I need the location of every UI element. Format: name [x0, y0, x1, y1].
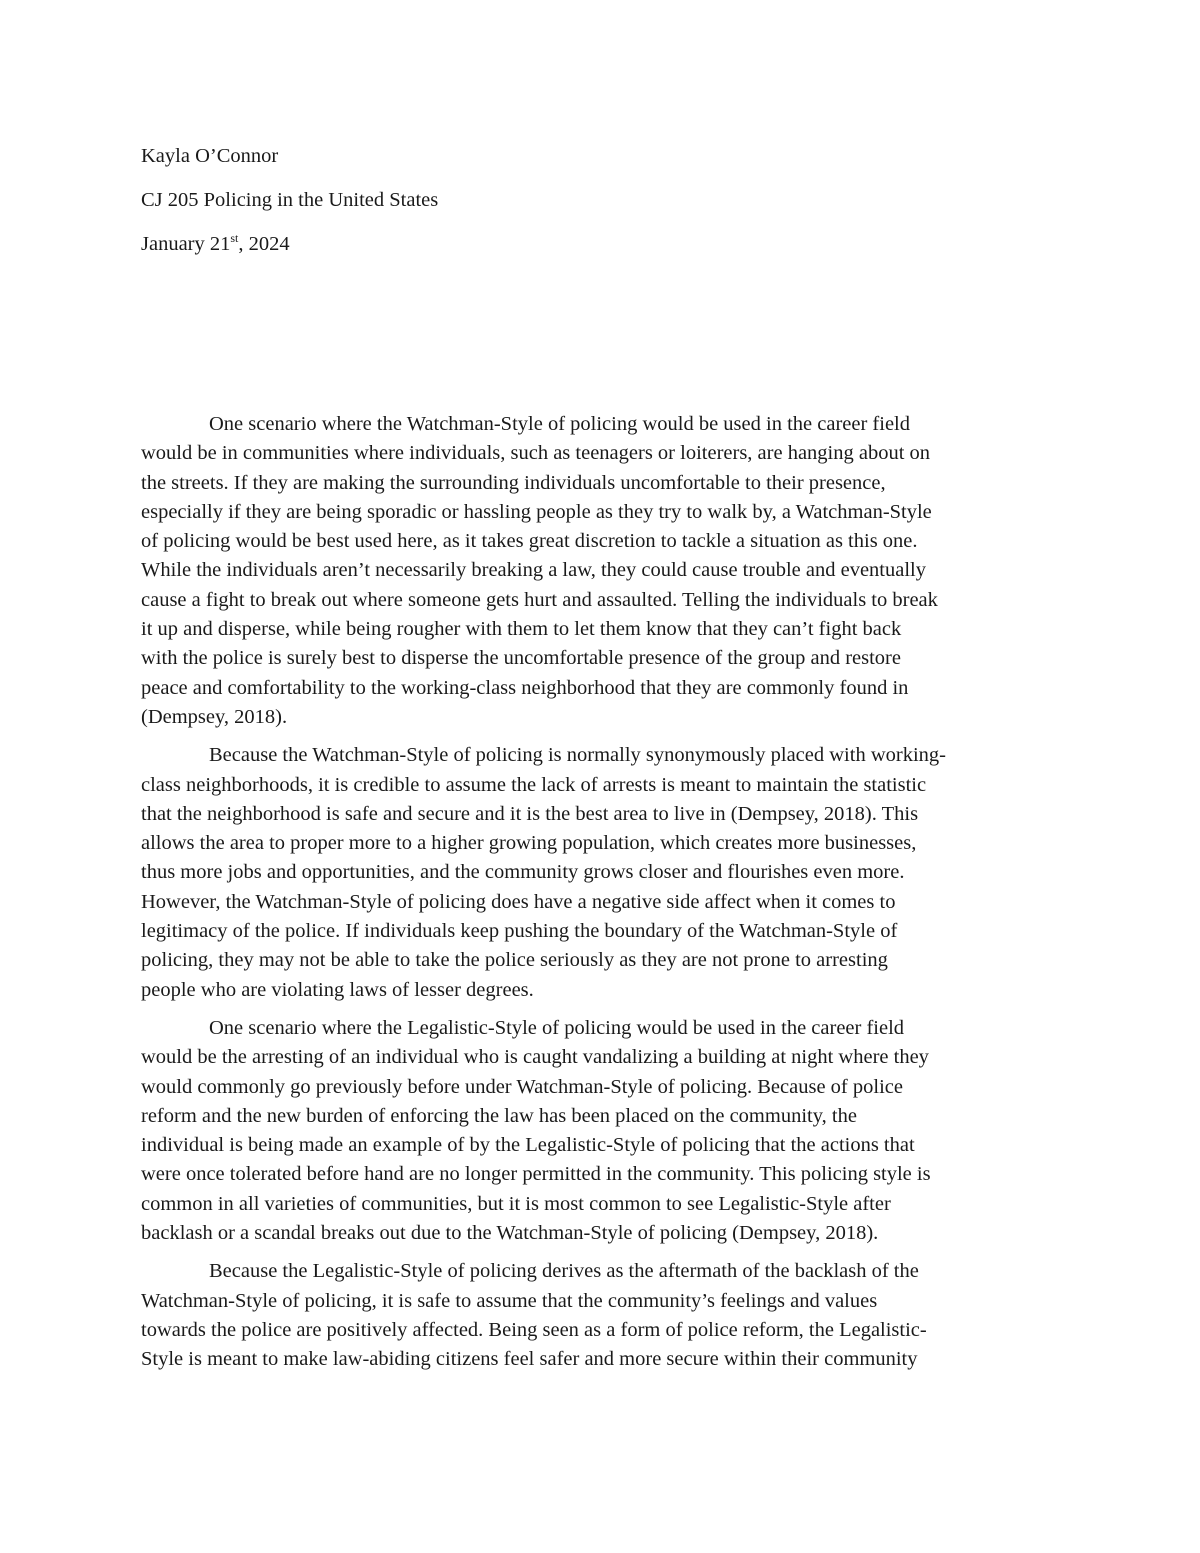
paragraph-line: One scenario where the Watchman-Style of policing would be used in the career field: [209, 413, 910, 435]
paragraph-line: it up and disperse, while being rougher with them to let them know that they can’t fight back: [141, 618, 902, 641]
paragraph-line: cause a fight to break out where someone gets hurt and assaulted. Telling the individuals to break: [141, 588, 938, 611]
paragraph-line: (Dempsey, 2018).: [141, 705, 288, 728]
paragraph-line: with the police is surely best to disperse the uncomfortable presence of the group and restore: [141, 647, 901, 670]
paragraph-line: backlash or a scandal breaks out due to the Watchman-Style of policing (Dempsey, 2018).: [141, 1222, 879, 1245]
document-date: [141, 229, 1061, 259]
paragraph-watchman-scenario: [141, 410, 1061, 732]
paragraph-line: especially if they are being sporadic or hassling people as they try to walk by, a Watchman-Style: [141, 500, 932, 523]
date-year: , 2024: [238, 233, 290, 255]
paragraph-line: However, the Watchman-Style of policing does have a negative side affect when it comes to: [141, 890, 896, 913]
paragraph-line: towards the police are positively affected. Being seen as a form of police reform, the Legalistic-: [141, 1318, 927, 1341]
paragraph-line: While the individuals aren’t necessarily breaking a law, they could cause trouble and eventually: [141, 559, 926, 582]
paragraph-watchman-effects: [141, 741, 1061, 1005]
paragraph-line: individual is being made an example of by the Legalistic-Style of policing that the actions that: [141, 1134, 915, 1157]
paragraph-line: Watchman-Style of policing, it is safe to assume that the community’s feelings and values: [141, 1289, 878, 1312]
date-ordinal-suffix: st: [230, 231, 239, 246]
document-body: [141, 410, 1061, 1384]
paragraph-legalistic-effects: [141, 1257, 1061, 1374]
paragraph-line: Because the Watchman-Style of policing is normally synonymously placed with working-: [209, 744, 946, 767]
document-header: [141, 141, 1061, 273]
course-title: CJ 205 Policing in the United States: [141, 189, 439, 211]
paragraph-line: of policing would be best used here, as it takes great discretion to tackle a situation as this one.: [141, 530, 918, 553]
paragraph-line: would be in communities where individuals, such as teenagers or loiterers, are hanging about on: [141, 442, 931, 465]
paragraph-line: that the neighborhood is safe and secure and it is the best area to live in (Dempsey, 2018). This: [141, 802, 919, 825]
paragraph-line: class neighborhoods, it is credible to assume the lack of arrests is meant to maintain the statistic: [141, 773, 927, 796]
paragraph-line: legitimacy of the police. If individuals keep pushing the boundary of the Watchman-Style of: [141, 920, 898, 943]
paragraph-line: thus more jobs and opportunities, and the community grows closer and flourishes even more.: [141, 861, 905, 884]
paragraph-line: people who are violating laws of lesser degrees.: [141, 978, 534, 1001]
paragraph-line: Because the Legalistic-Style of policing derives as the aftermath of the backlash of the: [209, 1260, 919, 1283]
paragraph-line: policing, they may not be able to take the police seriously as they are not prone to arresting: [141, 949, 888, 972]
paragraph-legalistic-scenario: [141, 1014, 1061, 1248]
author-name: Kayla O’Connor: [141, 145, 279, 167]
paragraph-line: reform and the new burden of enforcing the law has been placed on the community, the: [141, 1104, 857, 1127]
paragraph-line: peace and comfortability to the working-class neighborhood that they are commonly found in: [141, 676, 909, 699]
paragraph-line: common in all varieties of communities, but it is most common to see Legalistic-Style after: [141, 1192, 891, 1215]
date-month-day: January 21: [141, 233, 231, 255]
paragraph-line: allows the area to proper more to a higher growing population, which creates more businesses,: [141, 832, 917, 855]
paragraph-line: would commonly go previously before under Watchman-Style of policing. Because of police: [141, 1075, 903, 1098]
paragraph-line: One scenario where the Legalistic-Style of policing would be used in the career field: [209, 1016, 905, 1039]
paragraph-line: were once tolerated before hand are no longer permitted in the community. This policing style is: [141, 1163, 931, 1186]
paragraph-line: the streets. If they are making the surrounding individuals uncomfortable to their presence,: [141, 471, 886, 494]
paragraph-line: Style is meant to make law-abiding citizens feel safer and more secure within their community: [141, 1348, 918, 1371]
paragraph-line: would be the arresting of an individual who is caught vandalizing a building at night where they: [141, 1046, 929, 1069]
